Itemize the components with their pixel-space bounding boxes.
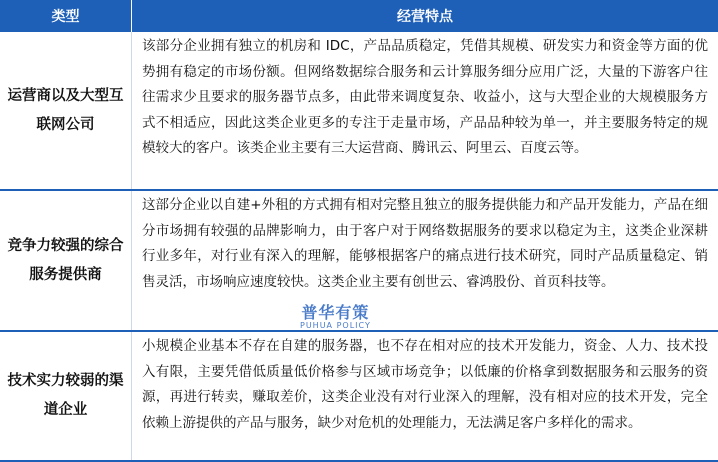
watermark-cn: 普华有策 (301, 303, 370, 322)
watermark-en: PUHUA POLICY (300, 321, 371, 330)
row-type-cell: 竞争力较强的综合服务提供商 (0, 191, 132, 330)
header-features: 经营特点 (397, 9, 453, 25)
table-row (0, 191, 718, 332)
header-type: 类型 (0, 0, 132, 32)
row-features-cell: 这部分企业以自建+外租的方式拥有相对完整且独立的服务提供能力和产品开发能力，产品在细分市场拥有较强的品牌影响力，由于客户对于网络数据服务的要求以稳定为主，这类企业深耕行业多年，对行业有深入的理解，能够根据客户的痛点进行技术研究，同时产品质量稳定、销售灵活，市场响应速度较快。这类企业主要有创世云、睿鸿股份、首页科技等。 (142, 197, 708, 290)
row-type-cell: 技术实力较弱的渠道企业 (0, 332, 132, 460)
row-features-cell: 小规模企业基本不存在自建的服务器，也不存在相对应的技术开发能力，资金、人力、技术投入有限，主要凭借低质量低价格参与区域市场竞争；以低廉的价格拿到数据服务和云服务的资源，再进行转卖，赚取差价，这类企业没有对行业深入的理解，没有相对应的技术开发，完全依赖上游提供的产品与服务，缺少对危机的处理能力，无法满足客户多样化的需求。 (142, 338, 708, 431)
row-features-cell: 该部分企业拥有独立的机房和 IDC，产品品质稳定，凭借其规模、研发实力和资金等方面的优势拥有稳定的市场份额。但网络数据综合服务和云计算服务细分应用广泛，大量的下游客户往往需求少且要求的服务器节点多，由此带来调度复杂、收益小，这与大型企业的大规模服务方式不相适应，因此这类企业更多的专注于走量市场，产品品种较为单一，并主要服务特定的规模较大的客户。该类企业主要有三大运营商、腾讯云、阿里云、百度云等。 (142, 38, 708, 157)
table-row (0, 332, 718, 462)
table-header (0, 0, 718, 32)
row-type-cell: 运营商以及大型互联网公司 (0, 32, 132, 189)
table-row (0, 32, 718, 191)
